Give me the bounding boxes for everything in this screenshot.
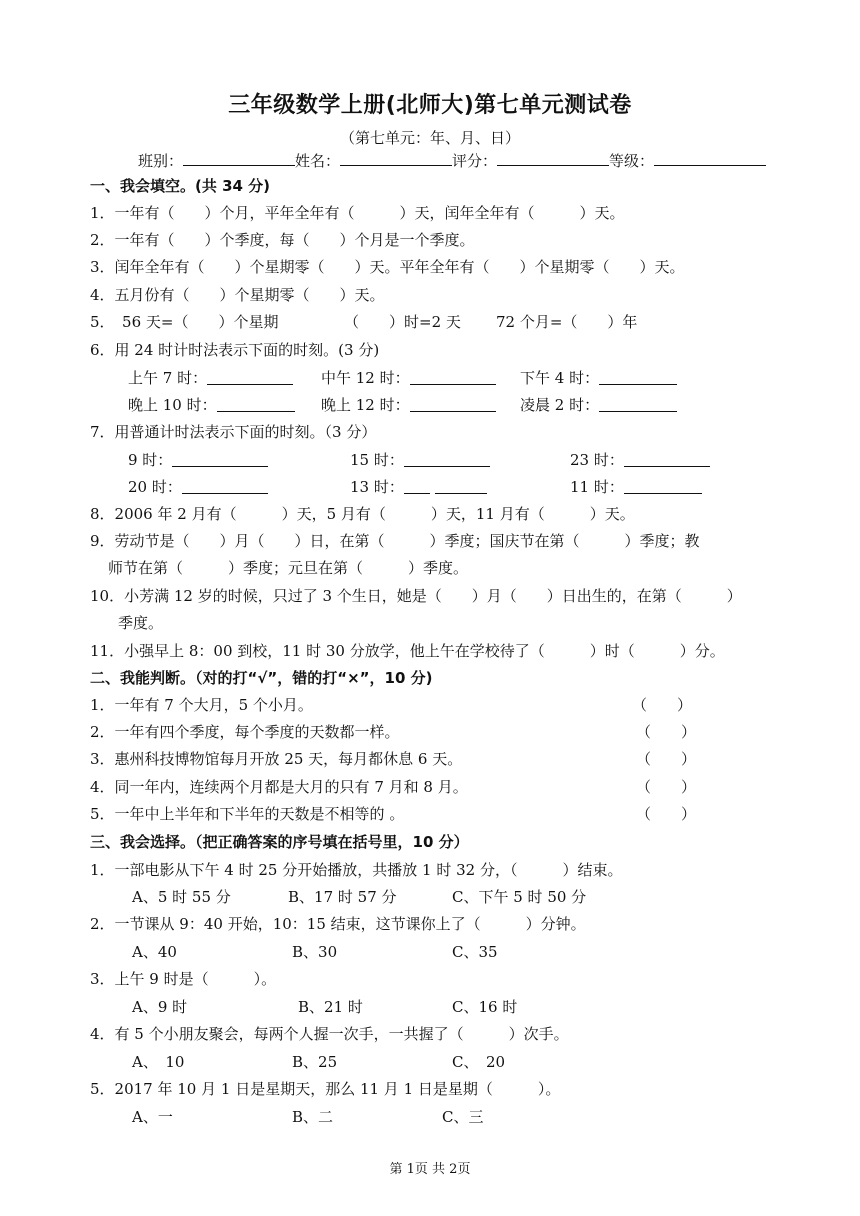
judge-answer-1[interactable]: （ ） [632, 696, 693, 714]
answer-blank[interactable] [404, 478, 430, 494]
section3-heading: 三、我会选择。（把正确答案的序号填在括号里，10 分） [90, 833, 469, 851]
option-c[interactable]: C、35 [452, 943, 498, 961]
answer-blank[interactable] [599, 396, 677, 412]
option-b[interactable]: B、二 [292, 1108, 334, 1126]
page-subtitle: （第七单元：年、月、日） [339, 129, 520, 147]
judge-item-1: 1．一年有 7 个大月，5 个小月。 [90, 696, 313, 714]
judge-answer-2[interactable]: （ ） [636, 723, 697, 741]
choice-options-5 [132, 1106, 780, 1128]
question-1-9-cont: 师节在第（ ）季度；元旦在第（ ）季度。 [108, 559, 469, 577]
judge-item-2: 2．一年有四个季度，每个季度的天数都一样。 [90, 723, 400, 741]
option-c[interactable]: C、 20 [452, 1053, 506, 1071]
q7-item: 20 时： [128, 476, 268, 498]
option-c[interactable]: C、三 [442, 1108, 484, 1126]
grade-label: 等级： [609, 152, 655, 170]
q6-item: 凌晨 2 时： [520, 394, 677, 416]
class-field[interactable] [183, 151, 295, 166]
question-1-5 [90, 311, 780, 333]
option-b[interactable]: B、17 时 57 分 [288, 888, 397, 906]
choice-options-2 [132, 941, 780, 963]
answer-blank[interactable] [404, 451, 490, 467]
q6-item: 晚上 10 时： [128, 394, 295, 416]
section1-heading: 一、我会填空。(共 34 分) [90, 177, 271, 195]
choice-question-4: 4．有 5 个小朋友聚会，每两个人握一次手，一共握了（ ）次手。 [90, 1025, 569, 1043]
choice-question-3: 3．上午 9 时是（ ）。 [90, 970, 277, 988]
grade-field[interactable] [654, 151, 766, 166]
answer-blank[interactable] [599, 369, 677, 385]
class-label: 班别： [138, 152, 184, 170]
answer-blank[interactable] [410, 396, 496, 412]
judge-answer-5[interactable]: （ ） [636, 805, 697, 823]
q5-part-c: 72 个月=（ ）年 [496, 313, 638, 331]
question-1-11: 11．小强早上 8：00 到校，11 时 30 分放学，他上午在学校待了（ ）时（ ）分。 [90, 642, 725, 660]
option-a[interactable]: A、9 时 [132, 998, 188, 1016]
q6-row-2 [128, 394, 780, 416]
question-1-4: 4．五月份有（ ）个星期零（ ）天。 [90, 286, 385, 304]
q6-item: 下午 4 时： [520, 367, 677, 389]
answer-blank[interactable] [172, 451, 268, 467]
option-a[interactable]: A、 10 [132, 1053, 185, 1071]
q5-part-b: （ ）时=2 天 [344, 313, 461, 331]
q6-item: 晚上 12 时： [321, 394, 496, 416]
question-1-7: 7．用普通计时法表示下面的时刻。（3 分） [90, 423, 377, 441]
option-a[interactable]: A、5 时 55 分 [132, 888, 231, 906]
name-field[interactable] [340, 151, 452, 166]
choice-question-2: 2．一节课从 9：40 开始，10：15 结束，这节课你上了（ ）分钟。 [90, 915, 586, 933]
page-footer: 第 1页 共 2页 [389, 1162, 471, 1177]
answer-blank[interactable] [435, 478, 487, 494]
choice-question-5: 5．2017 年 10 月 1 日是星期天，那么 11 月 1 日是星期（ ）。 [90, 1080, 561, 1098]
answer-blank[interactable] [217, 396, 295, 412]
choice-options-4 [132, 1051, 780, 1073]
question-1-10-cont: 季度。 [118, 614, 164, 632]
question-1-6: 6．用 24 时计时法表示下面的时刻。(3 分) [90, 341, 380, 359]
judge-answer-3[interactable]: （ ） [636, 750, 697, 768]
choice-options-3 [132, 996, 780, 1018]
q7-item: 15 时： [350, 449, 490, 471]
judge-item-3: 3．惠州科技博物馆每月开放 25 天，每月都休息 6 天。 [90, 750, 463, 768]
q7-row-1 [128, 449, 780, 471]
q7-item: 11 时： [570, 476, 702, 498]
question-1-8: 8．2006 年 2 月有（ ）天，5 月有（ ）天，11 月有（ ）天。 [90, 505, 635, 523]
option-b[interactable]: B、25 [292, 1053, 338, 1071]
q6-item: 上午 7 时： [128, 367, 293, 389]
judge-item-5: 5．一年中上半年和下半年的天数是不相等的 。 [90, 805, 405, 823]
option-c[interactable]: C、16 时 [452, 998, 518, 1016]
option-c[interactable]: C、下午 5 时 50 分 [452, 888, 587, 906]
answer-blank[interactable] [624, 451, 710, 467]
answer-blank[interactable] [410, 369, 496, 385]
score-label: 评分： [452, 152, 498, 170]
judge-answer-4[interactable]: （ ） [636, 778, 697, 796]
judge-item-4: 4．同一年内，连续两个月都是大月的只有 7 月和 8 月。 [90, 778, 468, 796]
section2-heading: 二、我能判断。（对的打“√”，错的打“×”，10 分) [90, 669, 433, 687]
choice-options-1 [132, 886, 780, 908]
option-b[interactable]: B、21 时 [298, 998, 363, 1016]
q5-part-a: 5． 56 天=（ ）个星期 [90, 313, 279, 331]
q7-item: 13 时： [350, 476, 487, 498]
question-1-3: 3．闰年全年有（ ）个星期零（ ）天。平年全年有（ ）个星期零（ ）天。 [90, 258, 685, 276]
option-a[interactable]: A、40 [132, 943, 177, 961]
q6-item: 中午 12 时： [321, 367, 496, 389]
answer-blank[interactable] [624, 478, 702, 494]
q7-item: 9 时： [128, 449, 268, 471]
answer-blank[interactable] [182, 478, 268, 494]
student-info-line [138, 150, 758, 171]
score-field[interactable] [497, 151, 609, 166]
option-b[interactable]: B、30 [292, 943, 338, 961]
question-1-10: 10．小芳满 12 岁的时候，只过了 3 个生日，她是（ ）月（ ）日出生的，在第（ ） [90, 587, 742, 605]
answer-blank[interactable] [207, 369, 293, 385]
page-title: 三年级数学上册(北师大)第七单元测试卷 [228, 93, 632, 118]
question-1-1: 1．一年有（ ）个月，平年全年有（ ）天，闰年全年有（ ）天。 [90, 204, 625, 222]
q7-item: 23 时： [570, 449, 710, 471]
name-label: 姓名： [295, 152, 341, 170]
question-1-9: 9．劳动节是（ ）月（ ）日，在第（ ）季度；国庆节在第（ ）季度；教 [90, 532, 700, 550]
question-1-2: 2．一年有（ ）个季度，每（ ）个月是一个季度。 [90, 231, 475, 249]
q7-row-2 [128, 476, 780, 498]
option-a[interactable]: A、一 [132, 1108, 173, 1126]
choice-question-1: 1．一部电影从下午 4 时 25 分开始播放，共播放 1 时 32 分，（ ）结束。 [90, 861, 623, 879]
q6-row-1 [128, 367, 780, 389]
